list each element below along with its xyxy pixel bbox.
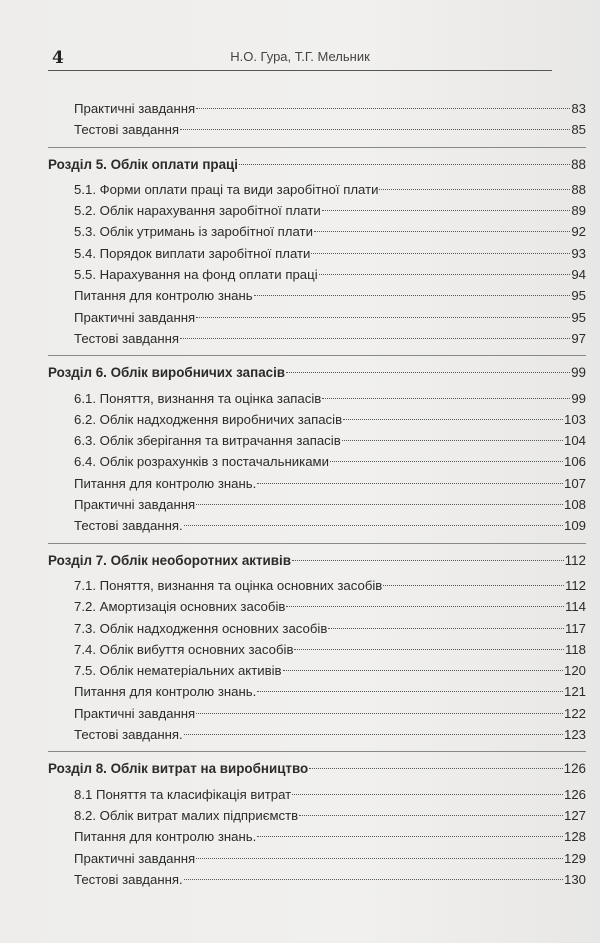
toc-entry[interactable]	[48, 826, 586, 847]
dot-leader	[379, 189, 570, 190]
dot-leader	[343, 419, 563, 420]
toc-entry[interactable]	[48, 575, 586, 596]
toc-entry[interactable]	[48, 179, 586, 200]
toc-entry-title: Питання для контролю знань.	[74, 684, 257, 700]
toc-entry-title: 6.2. Облік надходження виробничих запасів	[74, 411, 343, 427]
toc-entry[interactable]	[48, 264, 586, 285]
toc-entry-title: 5.3. Облік утримань із заробітної плати	[74, 224, 313, 240]
dot-leader	[184, 734, 563, 735]
toc-entry-page: 95	[571, 309, 586, 325]
toc-entry-page: 118	[564, 641, 586, 657]
toc-entry-page: 127	[563, 807, 586, 823]
toc-entry-page: 99	[571, 390, 586, 406]
toc-entry-title: Питання для контролю знань.	[74, 829, 257, 845]
toc-entry-page: 112	[564, 577, 586, 593]
toc-entry-page: 126	[563, 786, 586, 802]
dot-leader	[196, 108, 570, 109]
toc-entry-title: 7.5. Облік нематеріальних активів	[74, 663, 282, 679]
toc-section-block	[48, 758, 586, 896]
toc-section-heading-page: 88	[571, 156, 586, 172]
toc-entry-page: 93	[571, 245, 586, 261]
dot-leader	[294, 649, 564, 650]
toc-entry-page: 120	[563, 663, 586, 679]
toc-section-heading[interactable]	[48, 550, 586, 571]
dot-leader	[257, 691, 563, 692]
toc-entry-page: 107	[563, 475, 586, 491]
dot-leader	[180, 338, 570, 339]
toc-entry-page: 83	[571, 101, 586, 116]
dot-leader	[196, 858, 563, 859]
toc-entry[interactable]	[48, 681, 586, 702]
toc-entry[interactable]	[48, 869, 586, 890]
table-of-contents	[48, 98, 586, 902]
toc-section-block	[48, 154, 586, 357]
toc-entry[interactable]	[48, 473, 586, 494]
toc-entry-title: Тестові завдання	[74, 122, 180, 138]
dot-leader	[342, 440, 563, 441]
toc-entry-title: 6.3. Облік зберігання та витрачання запасів	[74, 433, 341, 449]
dot-leader	[330, 461, 563, 462]
toc-entry[interactable]	[48, 639, 586, 660]
toc-entry-title: Практичні завдання	[74, 101, 196, 116]
dot-leader	[328, 628, 564, 629]
toc-section-heading[interactable]	[48, 758, 586, 779]
toc-entry-page: 129	[563, 850, 586, 866]
toc-entry[interactable]	[48, 660, 586, 681]
toc-entry-page: 108	[563, 497, 586, 513]
toc-entry-page: 97	[571, 330, 586, 346]
toc-entry-title: 7.3. Облік надходження основних засобів	[74, 620, 328, 636]
toc-section-heading-page: 112	[564, 552, 586, 568]
toc-section-block	[48, 550, 586, 753]
toc-entry-page: 117	[564, 620, 586, 636]
toc-entry-title: Тестові завдання.	[74, 727, 183, 743]
toc-entry[interactable]	[48, 703, 586, 724]
toc-section-heading-title: Розділ 7. Облік необоротних активів	[48, 552, 291, 568]
dot-leader	[239, 164, 570, 165]
dot-leader	[257, 483, 563, 484]
toc-entry[interactable]	[48, 848, 586, 869]
toc-section-block	[48, 98, 586, 148]
toc-section-heading[interactable]	[48, 154, 586, 175]
dot-leader	[196, 504, 563, 505]
toc-entry[interactable]	[48, 784, 586, 805]
toc-entry[interactable]	[48, 243, 586, 264]
dot-leader	[309, 768, 562, 769]
toc-entry-title: 7.4. Облік вибуття основних засобів	[74, 641, 294, 657]
toc-entry[interactable]	[48, 805, 586, 826]
dot-leader	[292, 560, 564, 561]
toc-entry-title: Тестові завдання	[74, 330, 180, 346]
toc-entry-title: Практичні завдання	[74, 309, 196, 325]
toc-entry-title: 8.2. Облік витрат малих підприємств	[74, 807, 299, 823]
toc-entry-page: 92	[571, 224, 586, 240]
toc-entry-title: 6.4. Облік розрахунків з постачальниками	[74, 454, 329, 470]
toc-entry-title: Питання для контролю знань	[74, 288, 253, 304]
dot-leader	[196, 317, 570, 318]
toc-entry[interactable]	[48, 119, 586, 140]
toc-entry[interactable]	[48, 388, 586, 409]
toc-entry-page: 89	[571, 203, 586, 219]
toc-entry[interactable]	[48, 98, 586, 119]
toc-entry-title: 5.2. Облік нарахування заробітної плати	[74, 203, 321, 219]
toc-entry-page: 103	[563, 411, 586, 427]
toc-section-heading-page: 126	[563, 761, 586, 777]
dot-leader	[311, 253, 570, 254]
toc-entry-title: 5.1. Форми оплати праці та види заробітної плати	[74, 181, 379, 197]
dot-leader	[286, 372, 570, 373]
toc-entry-page: 88	[571, 181, 586, 197]
toc-entry[interactable]	[48, 451, 586, 472]
toc-entry[interactable]	[48, 430, 586, 451]
toc-entry[interactable]	[48, 515, 586, 536]
toc-entry[interactable]	[48, 307, 586, 328]
toc-entry[interactable]	[48, 285, 586, 306]
dot-leader	[286, 606, 564, 607]
toc-entry-page: 104	[563, 433, 586, 449]
toc-entry[interactable]	[48, 494, 586, 515]
toc-entry[interactable]	[48, 200, 586, 221]
toc-entry-page: 121	[563, 684, 586, 700]
dot-leader	[319, 274, 571, 275]
toc-entry-title: 8.1 Поняття та класифікація витрат	[74, 786, 292, 802]
toc-entry[interactable]	[48, 409, 586, 430]
dot-leader	[254, 295, 571, 296]
dot-leader	[180, 129, 570, 130]
toc-entry-title: Питання для контролю знань.	[74, 475, 257, 491]
dot-leader	[292, 794, 563, 795]
toc-section-heading-page: 99	[571, 365, 586, 381]
toc-entry[interactable]	[48, 328, 586, 349]
running-header	[48, 44, 552, 71]
toc-entry-title: Практичні завдання	[74, 850, 196, 866]
toc-entry-page: 130	[563, 871, 586, 887]
toc-entry-page: 85	[571, 122, 586, 138]
toc-section-heading[interactable]	[48, 362, 586, 383]
dot-leader	[322, 398, 570, 399]
dot-leader	[314, 231, 570, 232]
dot-leader	[283, 670, 563, 671]
toc-entry-page: 94	[571, 267, 586, 283]
dot-leader	[184, 525, 563, 526]
dot-leader	[299, 815, 563, 816]
toc-section-block	[48, 362, 586, 543]
authors: Н.О. Гура, Т.Г. Мельник	[230, 49, 370, 64]
toc-section-heading-title: Розділ 5. Облік оплати праці	[48, 156, 238, 172]
toc-section-heading-title: Розділ 6. Облік виробничих запасів	[48, 365, 286, 381]
toc-entry-page: 122	[563, 705, 586, 721]
toc-entry-page: 95	[571, 288, 586, 304]
toc-entry-title: Практичні завдання	[74, 497, 196, 513]
dot-leader	[383, 585, 564, 586]
toc-entry[interactable]	[48, 596, 586, 617]
toc-section-heading-title: Розділ 8. Облік витрат на виробництво	[48, 761, 309, 777]
toc-entry-page: 106	[563, 454, 586, 470]
toc-entry-page: 128	[563, 829, 586, 845]
dot-leader	[322, 210, 571, 211]
toc-entry-page: 114	[564, 599, 586, 615]
dot-leader	[196, 713, 563, 714]
dot-leader	[257, 836, 563, 837]
toc-entry-title: 7.2. Амортизація основних засобів	[74, 599, 286, 615]
toc-entry-title: 6.1. Поняття, визнання та оцінка запасів	[74, 390, 322, 406]
toc-entry-title: 5.5. Нарахування на фонд оплати праці	[74, 267, 318, 283]
toc-entry[interactable]	[48, 618, 586, 639]
toc-entry-page: 109	[563, 518, 586, 534]
toc-entry[interactable]	[48, 221, 586, 242]
toc-entry-title: 5.4. Порядок виплати заробітної плати	[74, 245, 311, 261]
dot-leader	[184, 879, 563, 880]
toc-entry-title: Тестові завдання.	[74, 871, 183, 887]
toc-entry-title: 7.1. Поняття, визнання та оцінка основних засобів	[74, 577, 383, 593]
toc-entry[interactable]	[48, 724, 586, 745]
toc-entry-title: Практичні завдання	[74, 705, 196, 721]
toc-entry-page: 123	[563, 727, 586, 743]
page-number: 4	[52, 48, 64, 68]
toc-entry-title: Тестові завдання.	[74, 518, 183, 534]
